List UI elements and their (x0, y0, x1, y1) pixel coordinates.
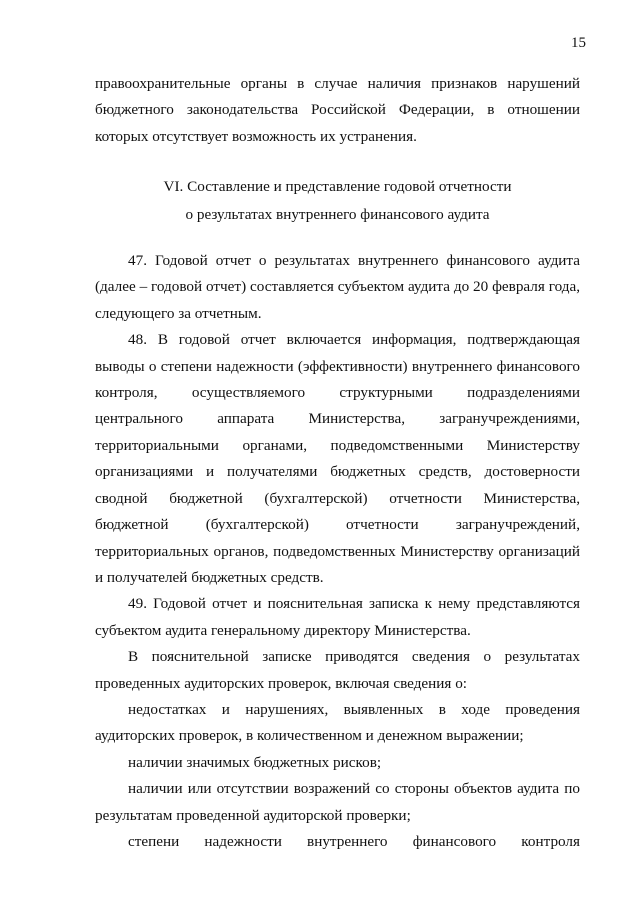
explanatory-note-paragraph: В пояснительной записке приводятся сведения о результатах проведенных аудиторских проверок, включая сведения о: (95, 648, 580, 692)
document-body (95, 71, 580, 855)
page-number: 15 (571, 35, 586, 51)
paragraph-48: 48. В годовой отчет включается информация, подтверждающая выводы о степени надежности (эффективности) внутреннего финансового контроля, осуществляемого структурными подразделениями центрального аппарата Министерства, загранучреждениями, территориальными органами, подведомственными Министерству организациями и получателями бюджетных средств, достоверности сводной бюджетной (бухгалтерской) отчетности Министерства, бюджетной (бухгалтерской) отчетности загранучреждений, территориальных органов, подведомственных Министерству организаций и получателей бюджетных средств. (95, 331, 580, 586)
list-item-objections: наличии или отсутствии возражений со стороны объектов аудита по результатам проведенной аудиторской проверки; (95, 780, 580, 824)
list-item-budget-risks: наличии значимых бюджетных рисков; (128, 753, 382, 771)
paragraph-47: 47. Годовой отчет о результатах внутреннего финансового аудита (далее – годовой отчет) составляется субъектом аудита до 20 февраля года, следующего за отчетным. (95, 252, 580, 322)
section-heading-line2: о результатах внутреннего финансового аудита (185, 205, 490, 223)
paragraph-49: 49. Годовой отчет и пояснительная записка к нему представляются субъектом аудита генеральному директору Министерства. (95, 595, 580, 639)
list-item-deficiencies: недостатках и нарушениях, выявленных в ходе проведения аудиторских проверок, в количественном и денежном выражении; (95, 700, 580, 745)
section-heading-line1: VI. Составление и представление годовой отчетности (163, 178, 512, 196)
section-heading (95, 174, 580, 228)
intro-paragraph: правоохранительные органы в случае наличия признаков нарушений бюджетного законодательства Российской Федерации, в отношении которых отсутствует возможность их устранения. (95, 75, 580, 145)
list-item-reliability: степени надежности внутреннего финансового контроля (128, 832, 580, 850)
